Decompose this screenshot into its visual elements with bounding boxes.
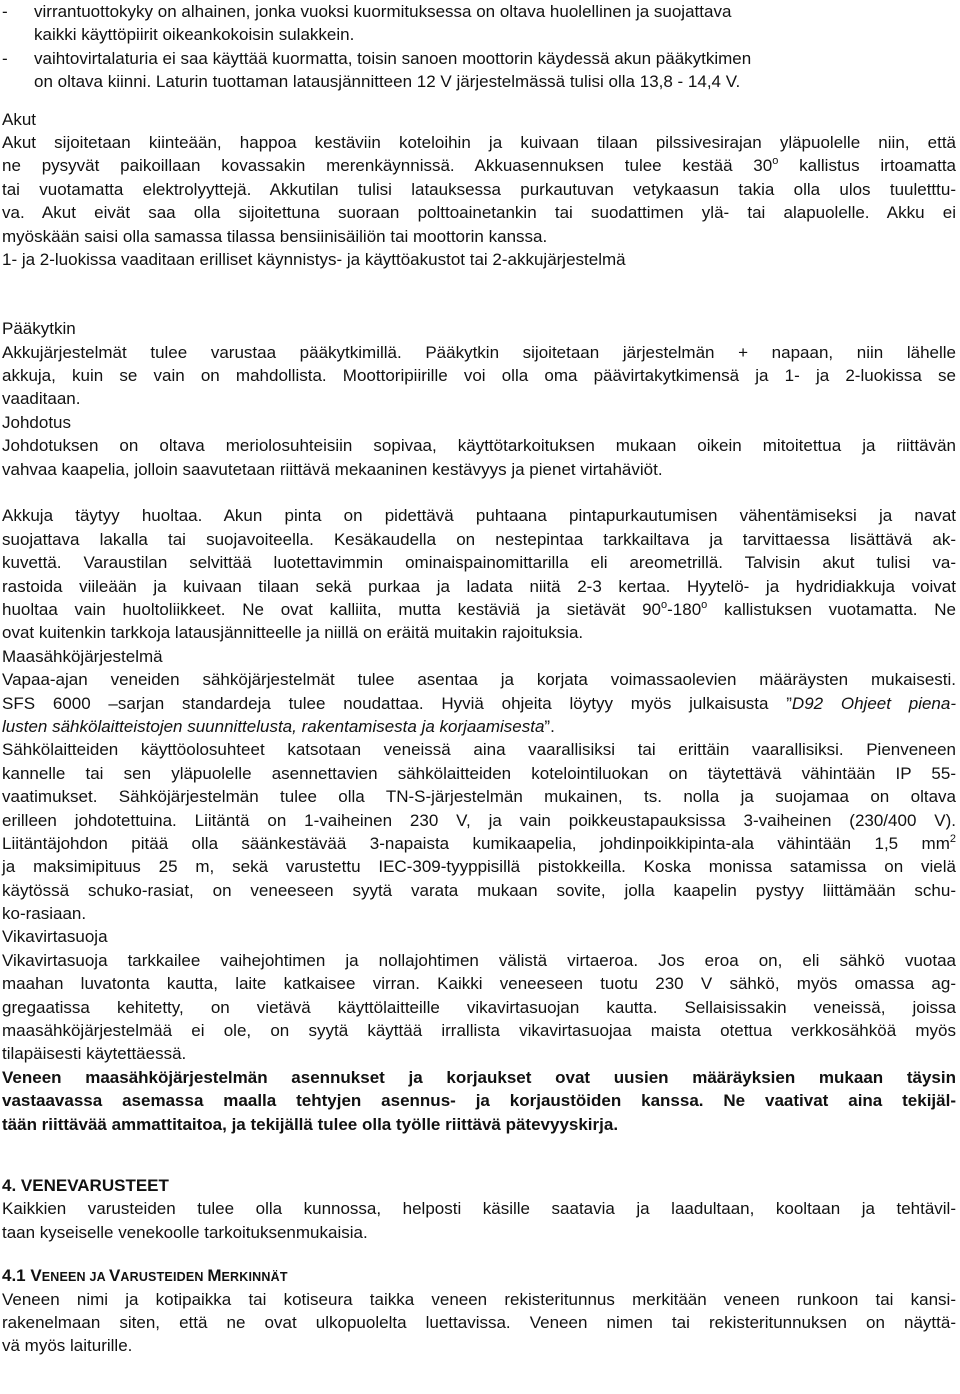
text-line: rakenelmaan siten, että ne ovat ulkopuolelta luettavissa. Veneen nimen tai rekisteritunnuksen on näyttä- xyxy=(2,1312,956,1332)
section-heading: Johdotus xyxy=(2,412,71,432)
text-line: kannelle tai sen yläpuolelle asennettavien sähkölaitteiden kotelointiluokan on täytettävä vähintään IP 55- xyxy=(2,763,956,783)
text-line: 1- ja 2-luokissa vaaditaan erilliset käynnistys- ja käyttöakustot tai 2-akkujärjestelmä xyxy=(2,249,626,269)
chapter-heading: 4. VENEVARUSTEET xyxy=(2,1175,169,1195)
publication-title: D92 Ohjeet piena- xyxy=(791,693,956,713)
text-line: on oltava kiinni. Laturin tuottaman latausjännitteen 12 V järjestelmässä tulisi olla 13,8 - 14,4 V. xyxy=(34,72,741,92)
text-line: suojattava lakalla tai suojavoiteella. Kesäkaudella on nestepintaa tarkkailtava ja tarvittaessa lisättävä ak- xyxy=(2,529,956,549)
publication-title: lusten sähkölaitteistojen suunnittelusta, rakentamisesta ja korjaamisesta xyxy=(2,716,545,736)
text-line: vaihtovirtalaturia ei saa käyttää kuormatta, toisin sanoen moottorin käydessä akun pääkytkimen xyxy=(34,48,752,68)
bold-notice-line: Veneen maasähköjärjestelmän asennukset ja korjaukset ovat uusien määräyksien mukaan täysin xyxy=(2,1067,956,1087)
squared-superscript: 2 xyxy=(949,832,956,845)
text-line: maasähköjärjestelmää ei ole, on syytä käyttää irrallista vikavirtasuojaa maista otettua verkkosähköä myös xyxy=(2,1021,956,1041)
text-line: Akkujärjestelmät tulee varustaa pääkytkimillä. Pääkytkin sijoitetaan järjestelmän + napaan, niin lähelle xyxy=(2,342,956,362)
text-line: lusten sähkölaitteistojen suunnittelusta, rakentamisesta ja korjaamisesta”. xyxy=(2,716,555,736)
text-line: vahvaa kaapelia, jolloin saavutetaan riittävä mekaaninen kestävyys ja pienet virtahäviöt. xyxy=(2,459,663,479)
text-line: kaikki käyttöpiirit oikeankokoisin sulakkein. xyxy=(34,25,355,45)
degree-superscript: o xyxy=(661,598,668,611)
text-line: Vapaa-ajan veneiden sähköjärjestelmät tulee asentaa ja korjata voimassaolevien määräysten mukaisesti. xyxy=(2,670,956,690)
text-line: Johdotuksen on oltava meriolosuhteisiin sopivaa, käyttötarkoituksen mukaan oikein mitoitettua ja riittävän xyxy=(2,436,956,456)
section-battery-maintenance xyxy=(2,504,956,644)
text-line: huoltaa vain huoltoliikkeet. Ne ovat kalliita, mutta kestäviä ja sietävät 90$^o$-180$^o$ kallistuksen vuotamatta. Ne xyxy=(2,598,956,619)
text-line: SFS 6000 –sarjan standardeja tulee noudattaa. Hyviä ohjeita löytyy myös julkaisusta ”D92 Ohjeet piena- xyxy=(2,693,956,713)
text-line: tai vuotamatta elektrolyyttejä. Akkutilan tulisi latauksessa purkautuvan vetykaasun takia olla ulos tuuletttu- xyxy=(2,179,956,199)
degree-superscript: o xyxy=(701,598,708,611)
section-heading: Akut xyxy=(2,109,37,129)
text-line: gregaatissa kehitetty, on vietävä käyttölaitteille vikavirtasuojan kautta. Sellaisissakin veneissä, joissa xyxy=(2,997,956,1017)
text-line: maahan luvatonta kautta, laite katkaisee virran. Kaikki veneeseen tuotu 230 V sähkö, myös omassa ag- xyxy=(2,974,956,994)
text-line: va. Akut eivät saa olla sijoitettuna suoraan polttoainetankin tai suodattimen ylä- tai alapuolelle. Akku ei xyxy=(2,203,956,223)
text-line: Vikavirtasuoja tarkkailee vaihejohtimen ja nollajohtimen välistä virtaeroa. Jos eroa on, eli sähkö vuotaa xyxy=(2,950,956,970)
text-line: virrantuottokyky on alhainen, jonka vuoksi kuormituksessa on oltava huolellinen ja suojattava xyxy=(34,2,732,21)
text-line: myöskään saisi olla samassa tilassa bensiinisäiliön tai moottorin kanssa. xyxy=(2,226,548,246)
text-line: Sähkölaitteiden käyttöolosuhteet katsotaan veneissä aina vaarallisiksi tai erittäin vaarallisiksi. Pienveneen xyxy=(2,740,956,760)
text-line: akkuja, kuin se vain on mahdollista. Moottoripiirille voi olla oma päävirtakytkimensä ja 1- ja 2-luokissa se xyxy=(2,366,956,386)
bold-notice-line: tään riittävää ammattitaitoa, ja tekijällä tulee olla työlle riittävä pätevyyskirja. xyxy=(2,1114,619,1134)
text-line: ne pysyvät paikoillaan kovassakin merenkäynnissä. Akkuasennuksen tulee kestää 30$^o$ kallistus irtoamatta xyxy=(2,155,956,176)
section-johdotus xyxy=(2,411,956,481)
subsection-heading: 4.1 VENEEN JA VARUSTEIDEN MERKINNÄT xyxy=(2,1266,288,1286)
text-line: ko-rasiaan. xyxy=(2,904,87,924)
text-line: kuvettä. Varaustilan selvittää luotettavimmin ominaispainomittarilla eli areometrillä. Talvisin akut tulisi va- xyxy=(2,553,956,573)
text-line: taan kyseiselle venekoolle tarkoituksenmukaisia. xyxy=(2,1222,368,1242)
text-line: ja maksimipituus 25 m, sekä varustettu IEC-309-tyyppisillä pistokkeilla. Koska monissa satamissa on vielä xyxy=(2,857,956,877)
degree-superscript: o xyxy=(772,155,779,168)
section-heading: Maasähköjärjestelmä xyxy=(2,646,163,666)
section-akut xyxy=(2,108,956,272)
text-line: vä myös laiturille. xyxy=(2,1336,133,1356)
text-line: Kaikkien varusteiden tulee olla kunnossa, helposti käsille saatavia ja laadultaan, kooltaan ja tehtävil- xyxy=(2,1199,956,1219)
section-paakytkin xyxy=(2,317,956,411)
text-line: vaatimukset. Sähköjärjestelmän tulee olla TN-S-järjestelmän mukainen, ts. nolla ja suojamaa on oltava xyxy=(2,787,956,807)
bullet-item-alternator-load xyxy=(2,47,956,94)
section-heading: Pääkytkin xyxy=(2,319,76,339)
text-line: erilleen johdotettuina. Liitäntä on 1-vaiheinen 230 V, ja vain poikkeustapauksissa 3-vaiheinen (230/400 V). xyxy=(2,810,956,830)
section-veneen-merkinnat xyxy=(2,1264,956,1358)
text-line: tilapäisesti käytettäessä. xyxy=(2,1044,187,1064)
section-vikavirtasuoja xyxy=(2,925,956,1136)
bullet-dash: - xyxy=(2,48,8,68)
section-heading: Vikavirtasuoja xyxy=(2,927,108,947)
text-line: rastoida viileään ja kuivaan tilaan sekä purkaa ja ladata niitä 2-3 kertaa. Hyytelö- ja hydridiakkuja voivat xyxy=(2,576,956,596)
section-venevarusteet xyxy=(2,1174,956,1244)
text-line: käytössä schuko-rasiat, on veneeseen syytä varata mukaan sovite, jolla kaapelin pystyy liittämään schu- xyxy=(2,880,956,900)
text-line: vaaditaan. xyxy=(2,389,81,409)
text-line: Liitäntäjohdon pitää olla säänkestävää 3-napaista kumikaapelia, johdinpoikkipinta-ala vähintään 1,5 $mm^2$ xyxy=(2,832,956,853)
text-line: ovat kuitenkin tarkkoja latausjännitteelle ja niillä on eräitä muitakin rajoituksia. xyxy=(2,623,584,643)
text-line: Akut sijoitetaan kiinteään, happoa kestäviin koteloihin ja kuivaan tilaan pilssivesirajan yläpuolelle niin, että xyxy=(2,132,956,152)
bullet-dash: - xyxy=(2,2,8,21)
text-line: Veneen nimi ja kotipaikka tai kotiseura taikka veneen rekisteritunnus merkitään veneen runkoon tai kansi- xyxy=(2,1289,956,1309)
text-line: Akkuja täytyy huoltaa. Akun pinta on pidettävä puhtaana pintapurkautumisen vähentämiseksi ja navat xyxy=(2,506,956,526)
bullet-item-alternator-capacity xyxy=(2,0,956,47)
bold-notice-line: vastaavassa asemassa maalla tehtyjen asennus- ja korjaustöiden kanssa. Ne vaativat aina tekijäl- xyxy=(2,1091,956,1111)
section-maasahkojarjestelma xyxy=(2,645,956,926)
